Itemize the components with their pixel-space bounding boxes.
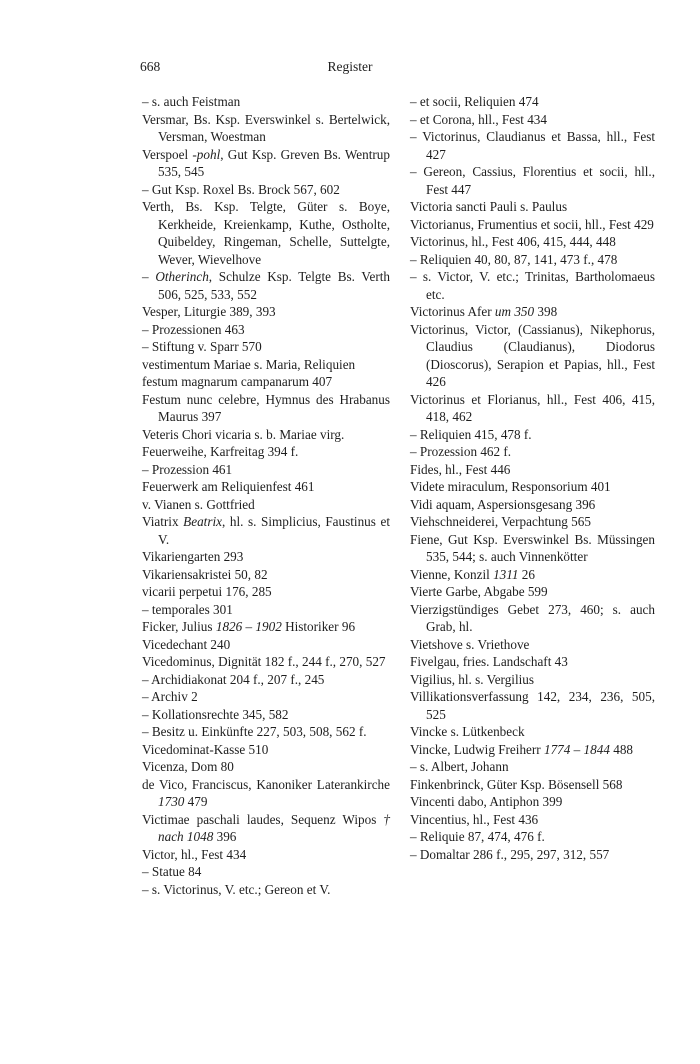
index-entry: Vikariengarten 293 [142, 549, 244, 564]
index-entry: – Reliquie 87, 474, 476 f. [410, 829, 545, 844]
index-entry: – Besitz u. Einkünfte 227, 503, 508, 562 f. [142, 724, 367, 739]
index-entry: Vikariensakristei 50, 82 [142, 566, 268, 582]
index-entry: – Prozessionen 463 [142, 321, 245, 337]
index-column-right [410, 93, 655, 863]
index-entry: Vietshove s. Vriethove [410, 636, 530, 652]
index-entry: Versmar, Bs. Ksp. Everswinkel s. Bertelwick, Versman, Woestman [142, 111, 390, 144]
index-entry: Vidi aquam, Aspersionsgesang 396 [410, 496, 596, 512]
index-entry: Fivelgau, fries. Landschaft 43 [410, 654, 568, 669]
index-entry: Vesper, Liturgie 389, 393 [142, 304, 276, 319]
index-entry: Victorinus Afer um 350 398 [410, 304, 558, 319]
index-entry: Victorinus, Victor, (Cassianus), Nikephorus, Claudius (Claudianus), Diodorus (Dioscorus), Serapion et Papias, hll., Fest 426 [410, 321, 655, 389]
index-entry: – Archidiakonat 204 f., 207 f., 245 [142, 671, 325, 687]
index-entry: Victoria sancti Pauli s. Paulus [410, 199, 568, 214]
index-column-left [142, 93, 390, 898]
index-entry: Vicedominat-Kasse 510 [142, 741, 269, 757]
index-entry: Victorinus et Florianus, hll., Fest 406, 415, 418, 462 [410, 391, 655, 424]
index-entry: Victor, hl., Fest 434 [142, 846, 247, 862]
index-entry: vicarii perpetui 176, 285 [142, 584, 272, 599]
index-entry: Vicedechant 240 [142, 636, 231, 652]
index-entry: – Gereon, Cassius, Florentius et socii, hll., Fest 447 [410, 164, 655, 197]
index-entry: Videte miraculum, Responsorium 401 [410, 479, 611, 494]
index-entry: Victorinus, hl., Fest 406, 415, 444, 448 [410, 234, 616, 249]
index-entry: Verspoel -pohl, Gut Ksp. Greven Bs. Wentrup 535, 545 [142, 146, 390, 179]
index-entry: de Vico, Franciscus, Kanoniker Laterankirche 1730 479 [142, 776, 390, 809]
index-entry: Victorianus, Frumentius et socii, hll., Fest 429 [410, 216, 654, 232]
index-entry: – Prozession 462 f. [410, 444, 512, 459]
running-title: Register [327, 59, 373, 74]
index-entry: festum magnarum campanarum 407 [142, 374, 333, 389]
index-entry: – Archiv 2 [142, 689, 198, 704]
index-entry: – Gut Ksp. Roxel Bs. Brock 567, 602 [142, 181, 340, 197]
index-entry: – Prozession 461 [142, 461, 233, 477]
index-entry: vestimentum Mariae s. Maria, Reliquien [142, 356, 356, 372]
page-number: 668 [140, 59, 161, 74]
index-entry: – Otherinch, Schulze Ksp. Telgte Bs. Verth 506, 525, 533, 552 [142, 269, 390, 302]
index-entry: – s. auch Feistman [142, 94, 241, 109]
index-entry: Festum nunc celebre, Hymnus des Hrabanus Maurus 397 [142, 391, 390, 424]
index-entry: – s. Victor, V. etc.; Trinitas, Bartholomaeus etc. [410, 269, 655, 302]
index-entry: – Stiftung v. Sparr 570 [142, 339, 262, 354]
index-entry: Fides, hl., Fest 446 [410, 461, 511, 477]
index-entry: Vierte Garbe, Abgabe 599 [410, 584, 548, 599]
index-entry: Vicenza, Dom 80 [142, 759, 234, 774]
index-entry: Viatrix Beatrix, hl. s. Simplicius, Faustinus et V. [142, 514, 391, 547]
index-entry: Vierzigstündiges Gebet 273, 460; s. auch Grab, hl. [410, 601, 655, 634]
index-entry: Feuerweihe, Karfreitag 394 f. [142, 444, 299, 459]
index-entry: Vigilius, hl. s. Vergilius [410, 671, 535, 687]
index-entry: Ficker, Julius 1826 – 1902 Historiker 96 [142, 619, 356, 634]
index-entry: – Reliquien 40, 80, 87, 141, 473 f., 478 [410, 251, 618, 267]
index-entry: v. Vianen s. Gottfried [142, 496, 255, 512]
index-entry: Vincke s. Lütkenbeck [410, 724, 525, 739]
index-entry: Victimae paschali laudes, Sequenz Wipos † nach 1048 396 [142, 811, 390, 844]
index-entry: Vicedominus, Dignität 182 f., 244 f., 270, 527 [142, 654, 386, 669]
index-entry: – Victorinus, Claudianus et Bassa, hll., Fest 427 [410, 129, 655, 162]
index-entry: Villikationsverfassung 142, 234, 236, 505, 525 [410, 689, 655, 722]
index-entry: Fiene, Gut Ksp. Everswinkel Bs. Müssingen 535, 544; s. auch Vinnenkötter [410, 531, 655, 564]
index-entry: Feuerwerk am Reliquienfest 461 [142, 479, 315, 494]
index-entry: – Reliquien 415, 478 f. [410, 426, 532, 442]
index-entry: – et Corona, hll., Fest 434 [410, 111, 547, 127]
index-entry: Finkenbrinck, Güter Ksp. Bösensell 568 [410, 776, 623, 792]
index-entry: – s. Albert, Johann [410, 759, 509, 774]
index-entry: – Domaltar 286 f., 295, 297, 312, 557 [410, 846, 610, 862]
index-entry: – temporales 301 [142, 601, 233, 617]
index-entry: – et socii, Reliquien 474 [410, 94, 539, 109]
index-entry: Vincke, Ludwig Freiherr 1774 – 1844 488 [410, 741, 633, 757]
index-entry: Viehschneiderei, Verpachtung 565 [410, 514, 591, 529]
index-entry: Veteris Chori vicaria s. b. Mariae virg. [142, 426, 345, 442]
index-entry: – Statue 84 [142, 864, 202, 879]
index-entry: Vienne, Konzil 1311 26 [410, 566, 535, 582]
index-entry: – Kollationsrechte 345, 582 [142, 706, 289, 722]
index-entry: Verth, Bs. Ksp. Telgte, Güter s. Boye, Kerkheide, Kreienkamp, Kuthe, Ostholte, Quibeldey, Ringeman, Schelle, Suttelgte, Wever, Wievelhove [142, 199, 390, 267]
index-entry: Vincentius, hl., Fest 436 [410, 811, 539, 827]
index-entry: Vincenti dabo, Antiphon 399 [410, 794, 563, 809]
index-entry: – s. Victorinus, V. etc.; Gereon et V. [142, 881, 331, 897]
